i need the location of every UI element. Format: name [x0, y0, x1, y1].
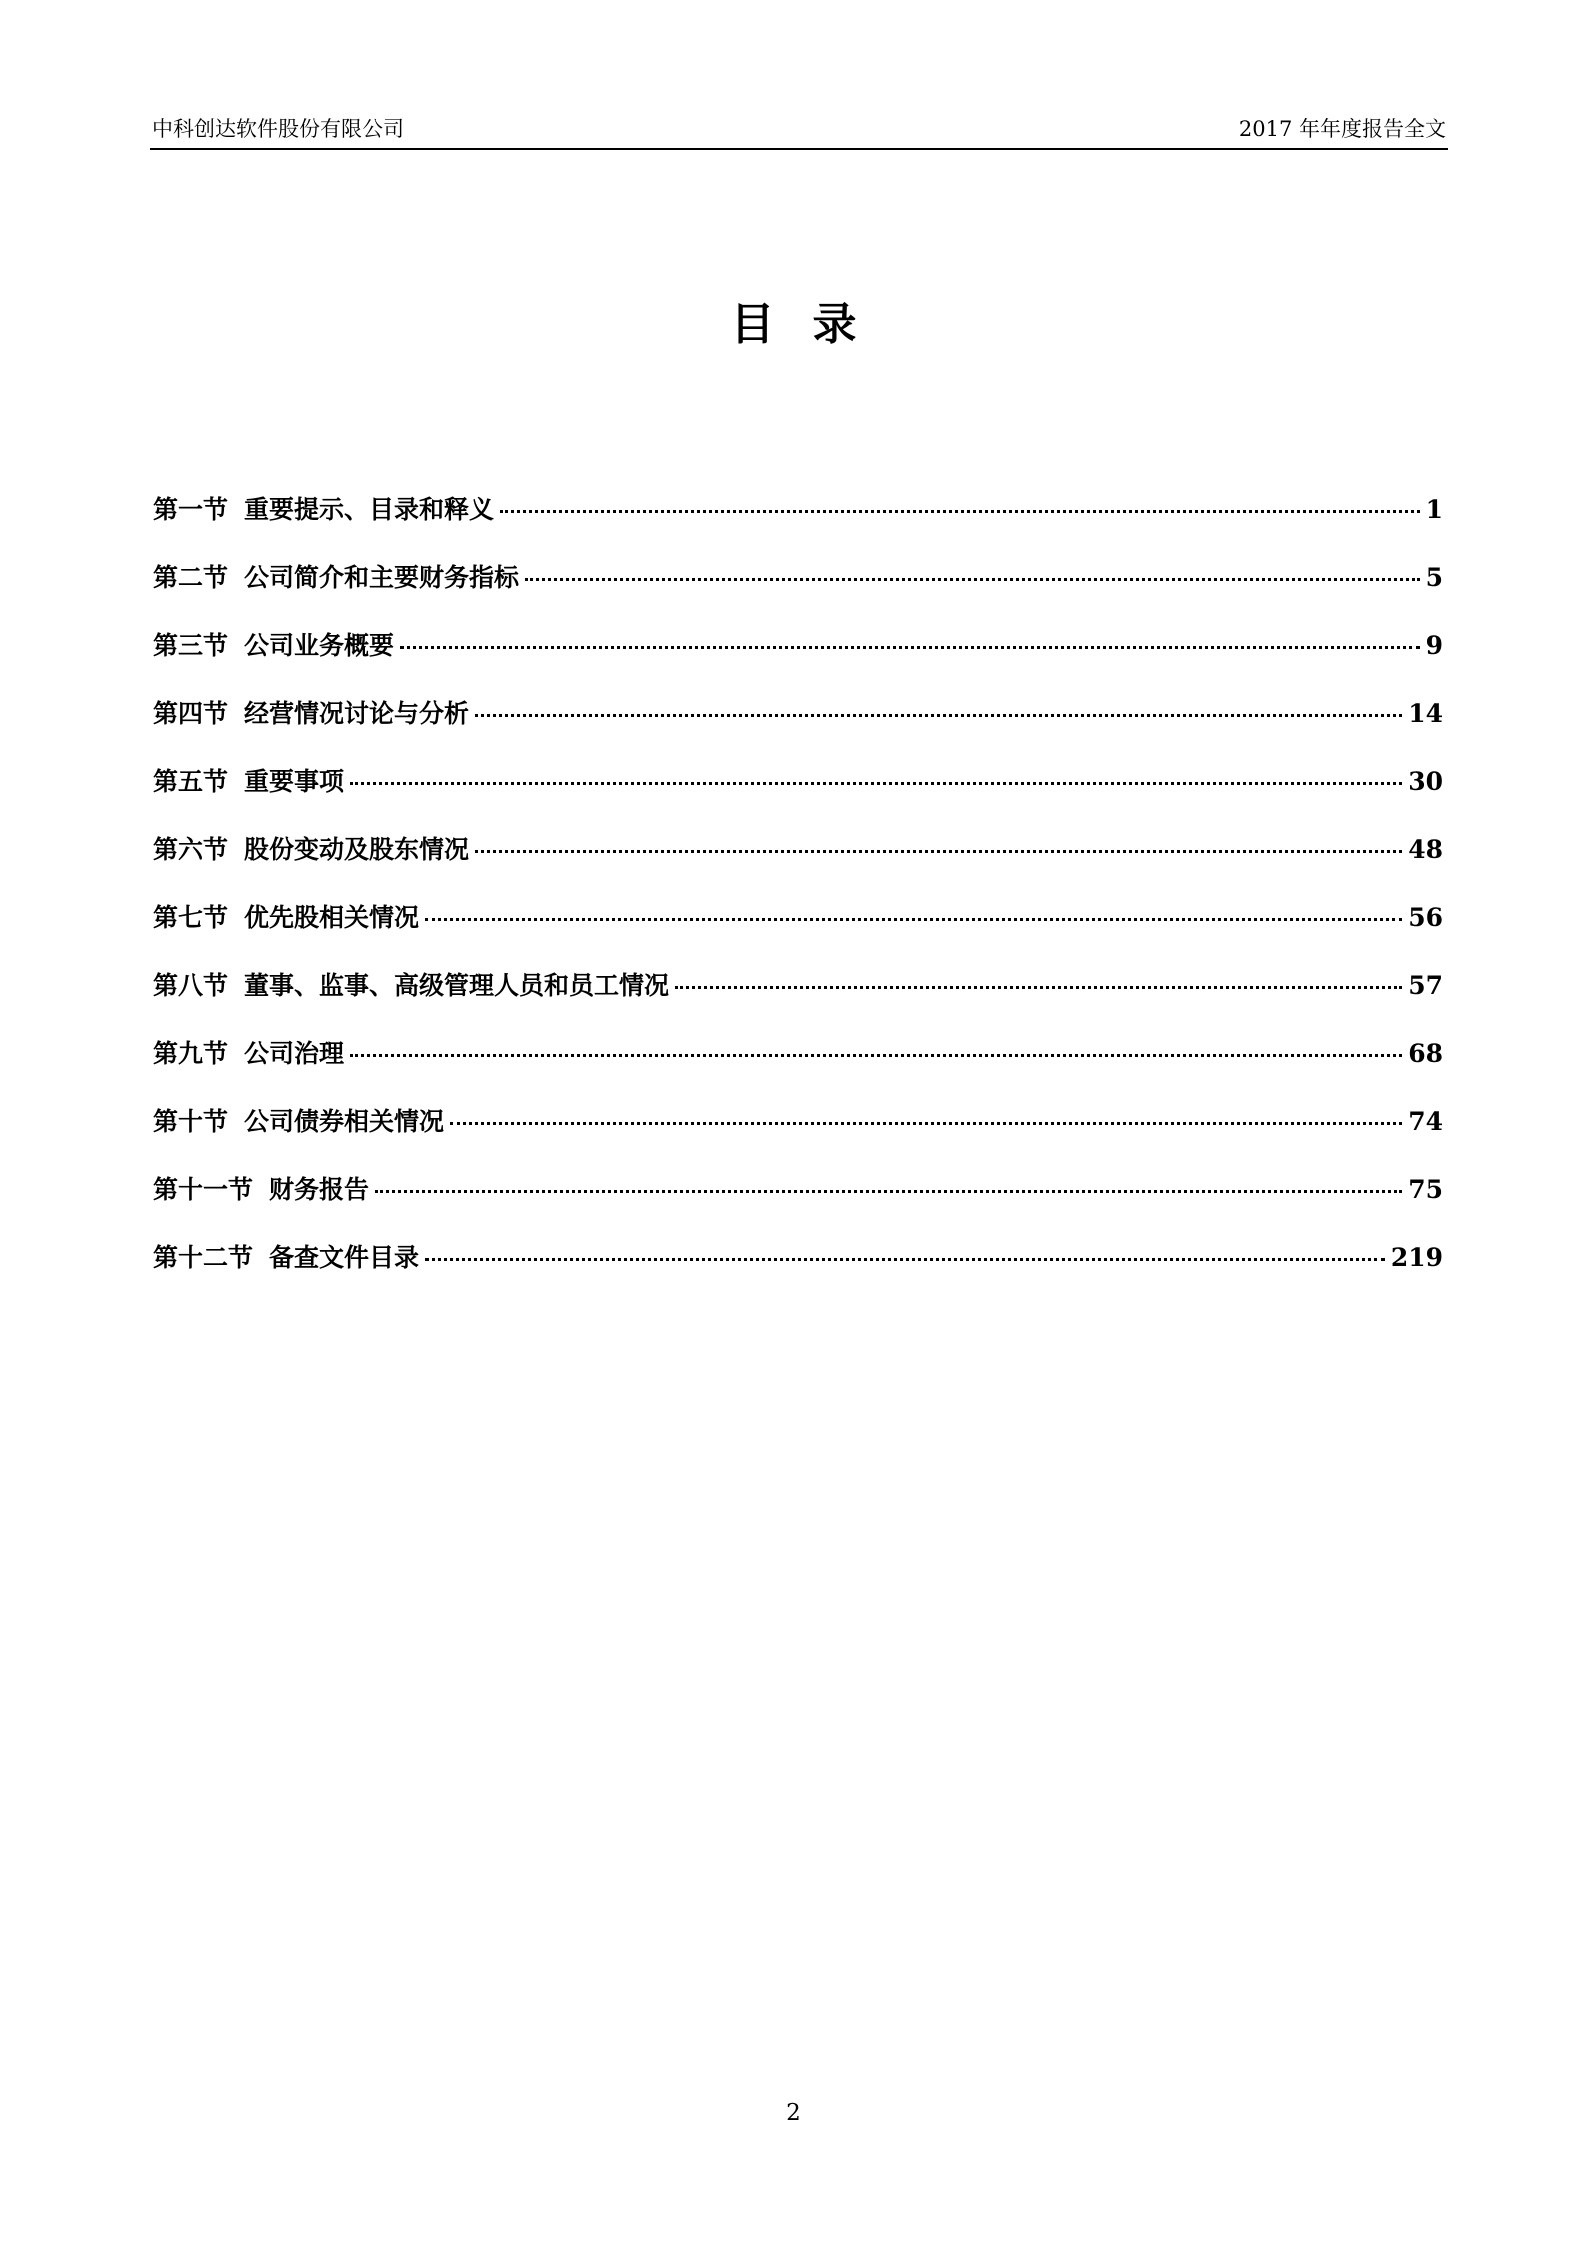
- dot-leader: [525, 578, 1420, 581]
- dot-leader: [475, 714, 1402, 717]
- toc-entry-8[interactable]: [153, 966, 1443, 1034]
- dot-leader: [450, 1122, 1402, 1125]
- dot-leader: [675, 986, 1402, 989]
- toc-section-label: 第十节: [153, 1107, 229, 1136]
- toc-section-label: 第十二节: [153, 1243, 254, 1272]
- toc-entry-11[interactable]: [153, 1170, 1443, 1238]
- toc-page-number: 74: [1408, 1107, 1443, 1136]
- toc-entry-title: 董事、监事、高级管理人员和员工情况: [244, 971, 670, 1000]
- toc-entry-title: 财务报告: [269, 1175, 370, 1204]
- toc-section-label: 第一节: [153, 495, 229, 524]
- dot-leader: [375, 1190, 1402, 1193]
- dot-leader: [500, 510, 1420, 513]
- toc-entry-6[interactable]: [153, 830, 1443, 898]
- toc-entry-5[interactable]: [153, 762, 1443, 830]
- toc-page-number: 68: [1408, 1039, 1443, 1068]
- toc-page-number: 75: [1408, 1175, 1443, 1204]
- toc-page-number: 5: [1425, 563, 1443, 592]
- toc-entry-title: 重要事项: [244, 767, 345, 796]
- page-footer-number: 2: [786, 2100, 801, 2126]
- toc-entry-title: 股份变动及股东情况: [244, 835, 470, 864]
- toc-entry-title: 重要提示、目录和释义: [244, 495, 495, 524]
- toc-page-number: 9: [1425, 631, 1443, 660]
- dot-leader: [350, 1054, 1402, 1057]
- toc-page-number: 1: [1425, 495, 1443, 524]
- toc-section-label: 第十一节: [153, 1175, 254, 1204]
- toc-page-number: 30: [1408, 767, 1443, 796]
- header-company-name: 中科创达软件股份有限公司: [152, 117, 404, 141]
- toc-section-label: 第六节: [153, 835, 229, 864]
- toc-entry-title: 优先股相关情况: [244, 903, 420, 932]
- toc-entry-7[interactable]: [153, 898, 1443, 966]
- toc-page-number: 57: [1408, 971, 1443, 1000]
- page-header: [150, 110, 1448, 150]
- toc-page-number: 14: [1408, 699, 1443, 728]
- toc-section-label: 第四节: [153, 699, 229, 728]
- toc-section-label: 第七节: [153, 903, 229, 932]
- toc-entry-2[interactable]: [153, 558, 1443, 626]
- dot-leader: [425, 1258, 1385, 1261]
- toc-entry-12[interactable]: [153, 1238, 1443, 1306]
- toc-section-label: 第八节: [153, 971, 229, 1000]
- toc-section-label: 第九节: [153, 1039, 229, 1068]
- toc-entry-title: 公司简介和主要财务指标: [244, 563, 520, 592]
- toc-entry-9[interactable]: [153, 1034, 1443, 1102]
- toc-entry-title: 经营情况讨论与分析: [244, 699, 470, 728]
- table-of-contents: [153, 490, 1443, 1306]
- header-report-title: 2017 年年度报告全文: [1238, 117, 1446, 141]
- dot-leader: [400, 646, 1420, 649]
- dot-leader: [475, 850, 1402, 853]
- toc-heading: 目录: [730, 299, 895, 350]
- toc-entry-1[interactable]: [153, 490, 1443, 558]
- toc-entry-title: 备查文件目录: [269, 1243, 420, 1272]
- toc-entry-title: 公司债券相关情况: [244, 1107, 445, 1136]
- toc-page-number: 48: [1408, 835, 1443, 864]
- toc-section-label: 第二节: [153, 563, 229, 592]
- toc-page-number: 56: [1408, 903, 1443, 932]
- toc-entry-4[interactable]: [153, 694, 1443, 762]
- toc-section-label: 第三节: [153, 631, 229, 660]
- toc-entry-3[interactable]: [153, 626, 1443, 694]
- dot-leader: [425, 918, 1402, 921]
- toc-section-label: 第五节: [153, 767, 229, 796]
- dot-leader: [350, 782, 1402, 785]
- toc-entry-title: 公司业务概要: [244, 631, 395, 660]
- toc-entry-title: 公司治理: [244, 1039, 345, 1068]
- toc-entry-10[interactable]: [153, 1102, 1443, 1170]
- toc-page-number: 219: [1390, 1243, 1443, 1272]
